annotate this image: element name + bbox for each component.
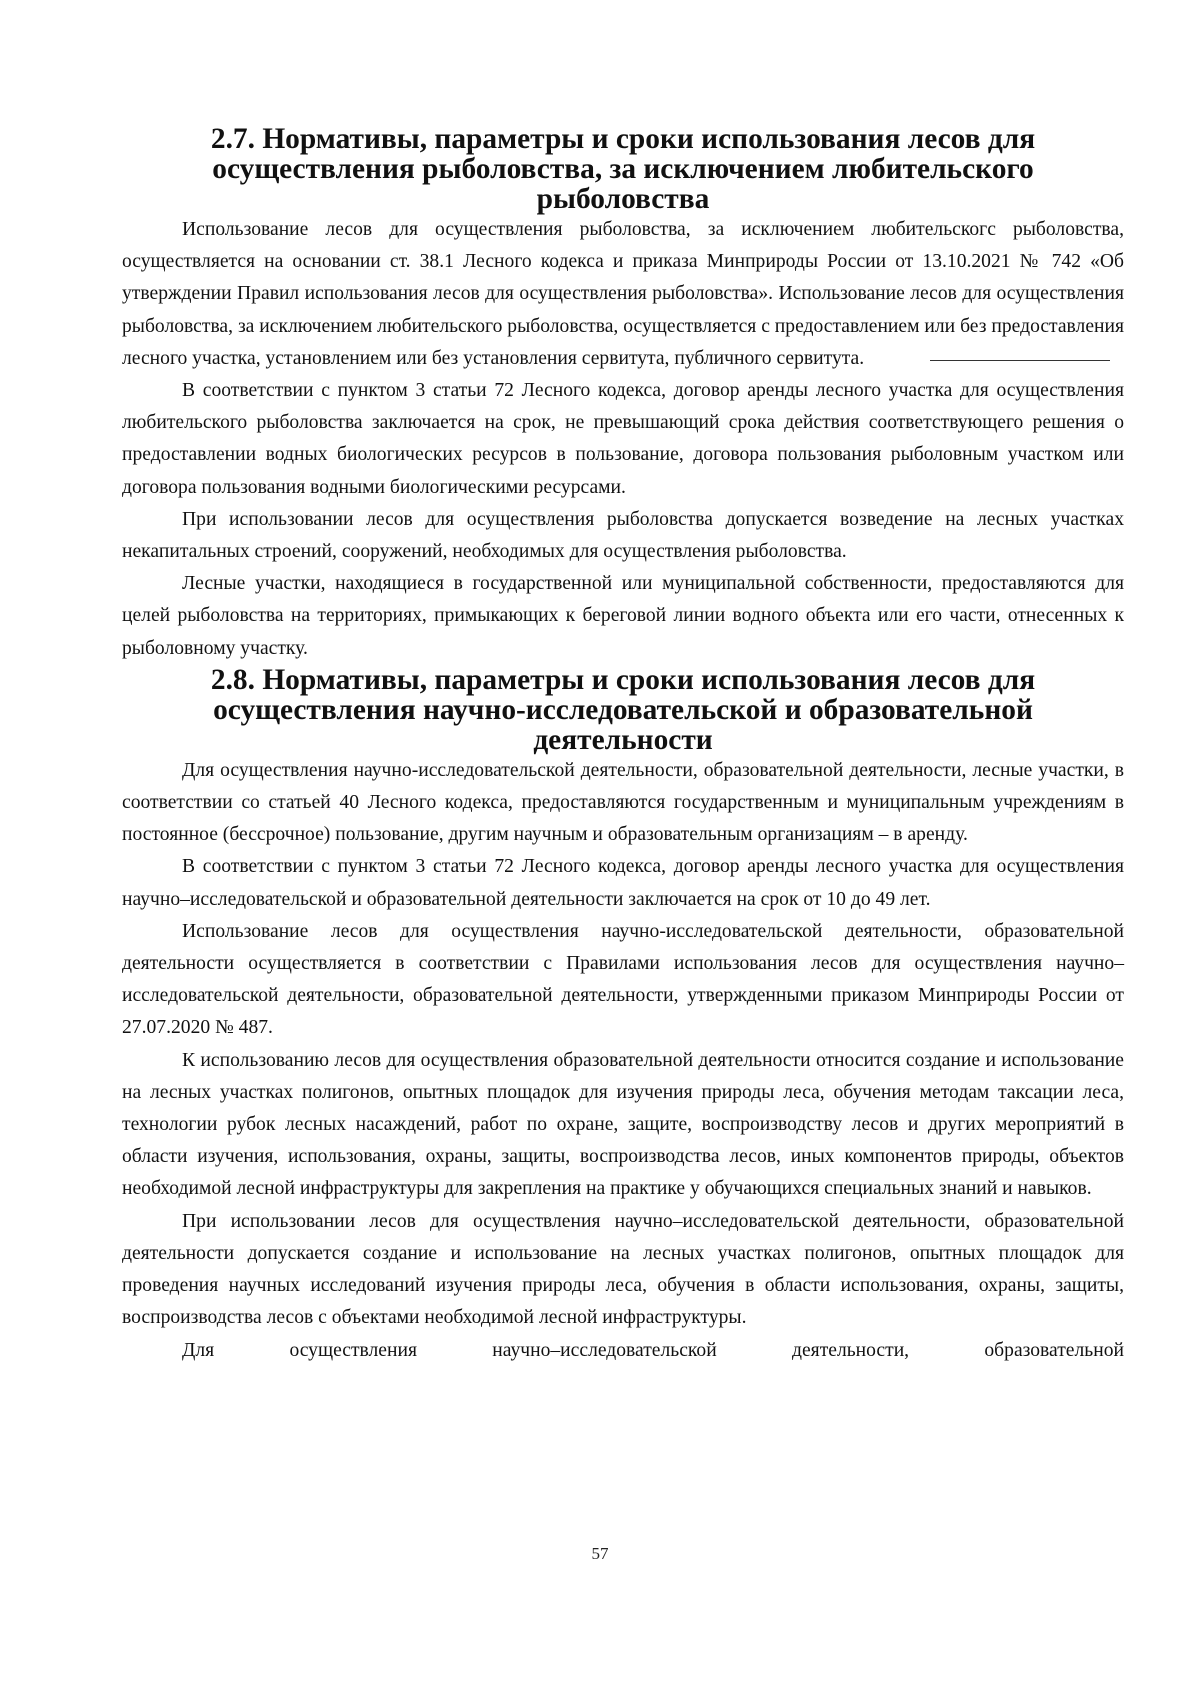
section-2-8-paragraph: Для осуществления научно–исследовательской деятельности, образовательной (182, 1339, 1124, 1361)
section-2-8-paragraph: В соответствии с пунктом 3 статьи 72 Лесного кодекса, договор аренды лесного участка для осуществления научно–исследовательской и образовательной деятельности заключается на срок от 10 до 49 лет. (122, 856, 1124, 910)
section-2-7-paragraph: В соответствии с пунктом 3 статьи 72 Лесного кодекса, договор аренды лесного участка для осуществления любительского рыболовства заключается на срок, не превышающий срока действия соответствующего решения о предоставлении водных биологических ресурсов в пользование, договора пользования рыболовным участком или договора пользования водными биологическими ресурсами. (122, 380, 1124, 498)
section-2-7-paragraph: При использовании лесов для осуществления рыболовства допускается возведение на лесных участках некапитальных строений, сооружений, необходимых для осуществления рыболовства. (122, 508, 1124, 563)
section-2-7-paragraph: Лесные участки, находящиеся в государственной или муниципальной собственности, предоставляются для целей рыболовства на территориях, примыкающих к береговой линии водного объекта или его части, отнесенных к рыболовному участку. (122, 573, 1124, 659)
section-2-8-paragraph: К использованию лесов для осуществления образовательной деятельности относится создание и использование на лесных участках полигонов, опытных площадок для изучения природы леса, обучения методам таксации леса, технологии рубок лесных насаждений, работ по охране, защите, воспроизводству лесов и других мероприятий в области изучения, использования, охраны, защиты, воспроизводства лесов, иных компонентов природы, объектов необходимой лесной инфраструктуры для закрепления на практике у обучающихся специальных знаний и навыков. (122, 1049, 1124, 1200)
section-2-8-paragraph: Для осуществления научно-исследовательской деятельности, образовательной деятельности, лесные участки, в соответствии со статьей 40 Лесного кодекса, предоставляются государственным и муниципальным учреждениям в постоянное (бессрочное) пользование, другим научным и образовательным организациям – в аренду. (122, 759, 1124, 846)
section-2-8-paragraph: При использовании лесов для осуществления научно–исследовательской деятельности, образовательной деятельности допускается создание и использование на лесных участках полигонов, опытных площадок для проведения научных исследований изучения природы леса, обучения в области использования, охраны, защиты, воспроизводства лесов с объектами необходимой лесной инфраструктуры. (122, 1210, 1124, 1329)
scan-strike-line (930, 360, 1110, 361)
section-2-8-heading: 2.8. Нормативы, параметры и сроки использования лесов для осуществления научно-исследовательской и образовательной деятельности (210, 663, 1036, 756)
section-2-8-paragraph: Использование лесов для осуществления научно-исследовательской деятельности, образовательной деятельности осуществляется в соответствии с Правилами использования лесов для осуществления научно–исследовательской деятельности, образовательной деятельности, утвержденными приказом Минприроды России от 27.07.2020 № 487. (122, 920, 1124, 1039)
page-number: 57 (591, 1544, 609, 1563)
page-content (122, 124, 1124, 1367)
section-2-7-paragraph: Использование лесов для осуществления рыболовства, за исключением любительскогс рыболовства, осуществляется на основании ст. 38.1 Лесного кодекса и приказа Минприроды России от 13.10.2021 № 742 «Об утверждении Правил использования лесов для осуществления рыболовства». Использование лесов для осуществления рыболовства, за исключением любительского рыболовства, осуществляется с предоставлением или без предоставления лесного участка, установлением или без установления сервитута, публичного сервитута. (122, 219, 1124, 369)
section-2-7-heading: 2.7. Нормативы, параметры и сроки использования лесов для осуществления рыболовства, за исключением любительского рыболовства (210, 123, 1036, 215)
